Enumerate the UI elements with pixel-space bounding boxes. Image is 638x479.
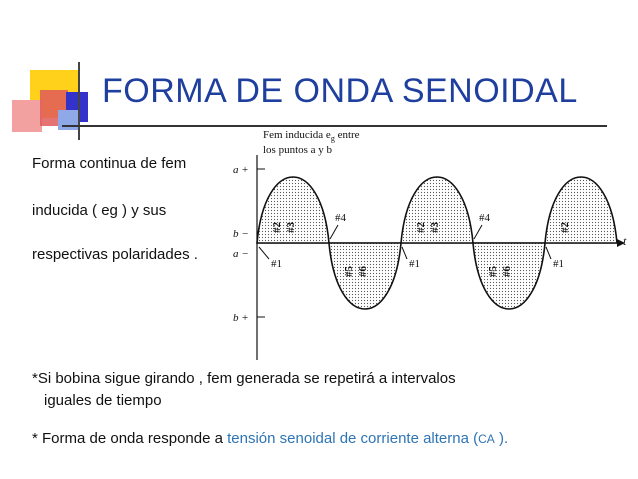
caption-line2: los puntos a y b <box>263 144 333 156</box>
caption-line1: Fem inducida $e_g$ entre <box>263 129 360 143</box>
note2-suffix: ). <box>494 430 509 447</box>
lobe4-label-b: #6 <box>501 266 513 277</box>
note1-line2: iguales de tiempo <box>44 392 162 409</box>
lobe3-label-b: #3 <box>429 222 441 233</box>
note2-prefix: * Forma de onda responde a <box>32 430 228 447</box>
label-b-minus-top: b − <box>233 228 249 240</box>
left-text-line2: inducida ( eg ) y sus <box>32 202 167 219</box>
hash1-arrow-2 <box>402 247 407 259</box>
t-axis-label: t <box>623 234 627 248</box>
lobe4-label-a: #5 <box>487 266 499 277</box>
hash1-label-2: #1 <box>409 258 420 270</box>
label-a-plus: a + <box>233 164 249 176</box>
hash1-arrow-1 <box>259 247 269 259</box>
lobe1-label-a: #2 <box>271 222 283 233</box>
lobe5-label-a: #2 <box>559 222 571 233</box>
deco-pink-square <box>12 100 42 132</box>
deco-lightblue-square <box>58 110 78 130</box>
note2-ca: CA <box>478 432 495 446</box>
hash1-label-1: #1 <box>271 258 282 270</box>
label-b-plus: b + <box>233 312 249 324</box>
lobe2-label-b: #6 <box>357 266 369 277</box>
positive-lobe-3 <box>545 177 617 243</box>
hash1-label-3: #1 <box>553 258 564 270</box>
hash1-arrow-3 <box>546 247 551 259</box>
label-a-minus: a − <box>233 248 249 260</box>
note2-highlight: tensión senoidal de corriente alterna ( <box>227 430 479 447</box>
note1-line1: *Si bobina sigue girando , fem generada se repetirá a intervalos <box>32 370 456 387</box>
left-text-line3: respectivas polaridades . <box>32 246 198 263</box>
lobe2-label-a: #5 <box>343 266 355 277</box>
hash4-arrow-2 <box>474 225 482 239</box>
deco-vertical-line <box>78 62 80 140</box>
slide-title: FORMA DE ONDA SENOIDAL <box>102 72 578 110</box>
lobe1-label-b: #3 <box>285 222 297 233</box>
hash4-arrow-1 <box>330 225 338 239</box>
hash4-label-1: #4 <box>335 212 346 224</box>
lobe3-label-a: #2 <box>415 222 427 233</box>
left-text-line1: Forma continua de fem <box>32 155 187 172</box>
sine-wave-figure <box>225 125 638 365</box>
hash4-label-2: #4 <box>479 212 490 224</box>
note2 <box>32 430 508 447</box>
